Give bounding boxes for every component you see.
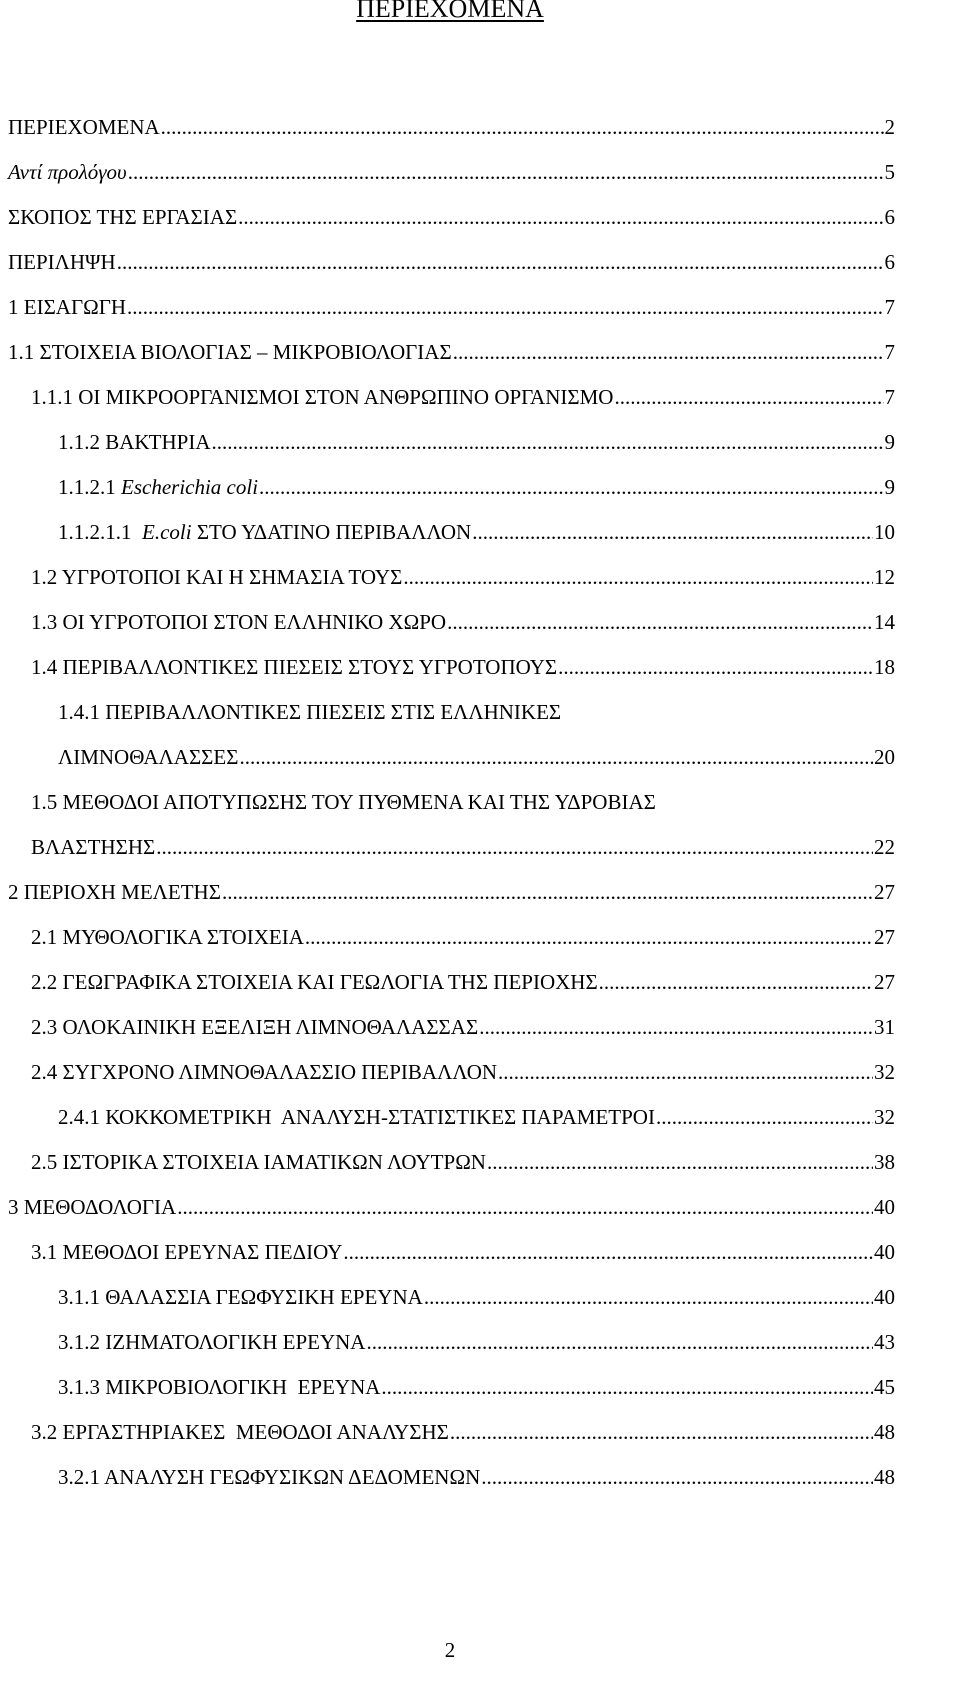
toc-entry-page: 27 xyxy=(874,970,895,994)
toc-entry-page: 2 xyxy=(884,115,895,139)
dot-leader xyxy=(424,1282,873,1312)
toc-entry-page: 48 xyxy=(874,1465,895,1489)
toc-entry-label: 2.4 ΣΥΓΧΡΟΝΟ ΛΙΜΝΟΘΑΛΑΣΣΙΟ ΠΕΡΙΒΑΛΛΟΝ xyxy=(31,1060,498,1084)
dot-leader xyxy=(381,1372,873,1402)
toc-entry-label-prefix: 1.1.2.1.1 xyxy=(58,520,142,544)
toc-entry-page: 18 xyxy=(874,655,895,679)
toc-entry-page: 7 xyxy=(884,385,895,409)
dot-leader xyxy=(450,1417,873,1447)
toc-entry[interactable] xyxy=(31,562,895,592)
dot-leader xyxy=(453,337,884,367)
dot-leader xyxy=(239,742,873,772)
toc-entry[interactable] xyxy=(31,652,895,682)
toc-entry-page: 9 xyxy=(884,475,895,499)
toc-entry-label: 2.4.1 ΚΟΚΚΟΜΕΤΡΙΚΗ ΑΝΑΛΥΣΗ-ΣΤΑΤΙΣΤΙΚΕΣ ΠΑΡΑΜΕΤΡΟΙ xyxy=(58,1105,655,1129)
toc-entry-label: 3.1 ΜΕΘΟΔΟΙ ΕΡΕΥΝΑΣ ΠΕΔΙΟΥ xyxy=(31,1240,343,1264)
toc-entry[interactable] xyxy=(31,1417,895,1447)
toc-entry-page: 10 xyxy=(874,520,895,544)
toc-entry-page: 27 xyxy=(874,880,895,904)
toc-entry-page: 43 xyxy=(874,1330,895,1354)
toc-entry-label: 1.1.2 ΒΑΚΤΗΡΙΑ xyxy=(58,430,211,454)
dot-leader xyxy=(117,247,884,277)
dot-leader xyxy=(656,1102,873,1132)
toc-entry-label: 3.1.2 ΙΖΗΜΑΤΟΛΟΓΙΚΗ ΕΡΕΥΝΑ xyxy=(58,1330,366,1354)
toc-entry-label: ΠΕΡΙΕΧΟΜΕΝΑ xyxy=(8,115,160,139)
toc-entry-label: 1.1 ΣΤΟΙΧΕΙΑ ΒΙΟΛΟΓΙΑΣ – ΜΙΚΡΟΒΙΟΛΟΓΙΑΣ xyxy=(8,340,452,364)
dot-leader xyxy=(222,877,873,907)
toc-entry[interactable] xyxy=(8,202,895,232)
toc-entry-label: ΠΕΡΙΛΗΨΗ xyxy=(8,250,116,274)
toc-entry-label: 1.4 ΠΕΡΙΒΑΛΛΟΝΤΙΚΕΣ ΠΙΕΣΕΙΣ ΣΤΟΥΣ ΥΓΡΟΤΟΠΟΥΣ xyxy=(31,655,558,679)
toc-entry-label: 3.2.1 ΑΝΑΛΥΣΗ ΓΕΩΦΥΣΙΚΩΝ ΔΕΔΟΜΕΝΩΝ xyxy=(58,1465,481,1489)
toc-entry-label: 2.2 ΓΕΩΓΡΑΦΙΚΑ ΣΤΟΙΧΕΙΑ ΚΑΙ ΓΕΩΛΟΓΙΑ ΤΗΣ ΠΕΡΙΟΧΗΣ xyxy=(31,970,598,994)
toc-entry[interactable] xyxy=(31,967,895,997)
toc-entry-first-line[interactable]: 1.4.1 ΠΕΡΙΒΑΛΛΟΝΤΙΚΕΣ ΠΙΕΣΕΙΣ ΣΤΙΣ ΕΛΛΗΝΙΚΕΣ xyxy=(58,700,562,724)
toc-entry-label: ΛΙΜΝΟΘΑΛΑΣΣΕΣ xyxy=(58,745,239,769)
toc-entry-label: 2.3 ΟΛΟΚΑΙΝΙΚΗ ΕΞΕΛΙΞΗ ΛΙΜΝΟΘΑΛΑΣΣΑΣ xyxy=(31,1015,479,1039)
toc-entry[interactable] xyxy=(8,337,895,367)
toc-entry[interactable] xyxy=(8,1192,895,1222)
dot-leader xyxy=(472,517,873,547)
toc-entry-label-italic: E.coli xyxy=(142,520,192,544)
toc-entry-label: 1 ΕΙΣΑΓΩΓΗ xyxy=(8,295,127,319)
dot-leader xyxy=(127,292,883,322)
dot-leader xyxy=(259,472,883,502)
toc-entry-page: 5 xyxy=(884,160,895,184)
toc-entry[interactable] xyxy=(58,1462,895,1492)
toc-entry-page: 22 xyxy=(874,835,895,859)
toc-entry-first-line[interactable]: 1.5 ΜΕΘΟΔΟΙ ΑΠΟΤΥΠΩΣΗΣ ΤΟΥ ΠΥΘΜΕΝΑ ΚΑΙ ΤΗΣ ΥΔΡΟΒΙΑΣ xyxy=(31,790,656,814)
toc-entry-label: 3.1.1 ΘΑΛΑΣΣΙΑ ΓΕΩΦΥΣΙΚΗ ΕΡΕΥΝΑ xyxy=(58,1285,423,1309)
toc-entry-page: 38 xyxy=(874,1150,895,1174)
toc-entry-page: 6 xyxy=(884,205,895,229)
toc-entry-label: 2.1 ΜΥΘΟΛΟΓΙΚΑ ΣΤΟΙΧΕΙΑ xyxy=(31,925,304,949)
dot-leader xyxy=(558,652,873,682)
toc-entry[interactable] xyxy=(58,1102,895,1132)
toc-entry-label-suffix: ΣΤΟ ΥΔΑΤΙΝΟ ΠΕΡΙΒΑΛΛΟΝ xyxy=(191,520,472,544)
page-title: ΠΕΡΙΕΧΟΜΕΝΑ xyxy=(356,0,544,23)
toc-entry[interactable] xyxy=(58,1327,895,1357)
toc-entry-label: 2.5 ΙΣΤΟΡΙΚΑ ΣΤΟΙΧΕΙΑ ΙΑΜΑΤΙΚΩΝ ΛΟΥΤΡΩΝ xyxy=(31,1150,486,1174)
toc-entry-label: 3 ΜΕΘΟΔΟΛΟΓΙΑ xyxy=(8,1195,177,1219)
toc-entry-page: 7 xyxy=(884,295,895,319)
toc-entry-page: 9 xyxy=(884,430,895,454)
toc-entry-page: 14 xyxy=(874,610,895,634)
toc-entry[interactable] xyxy=(31,607,895,637)
toc-entry-label xyxy=(58,472,258,502)
dot-leader xyxy=(343,1237,873,1267)
toc-entry-label: Αντί προλόγου xyxy=(8,160,127,184)
toc-entry[interactable] xyxy=(58,517,895,547)
dot-leader xyxy=(156,832,873,862)
dot-leader xyxy=(128,157,884,187)
dot-leader xyxy=(305,922,873,952)
toc-entry-label-italic: Escherichia coli xyxy=(121,475,259,499)
toc-entry-page: 40 xyxy=(874,1285,895,1309)
toc-entry[interactable] xyxy=(31,382,895,412)
toc-entry-label: ΣΚΟΠΟΣ ΤΗΣ ΕΡΓΑΣΙΑΣ xyxy=(8,205,238,229)
toc-entry[interactable] xyxy=(58,1372,895,1402)
dot-leader xyxy=(177,1192,873,1222)
toc-entry-page: 32 xyxy=(874,1060,895,1084)
toc-entry-page: 31 xyxy=(874,1015,895,1039)
toc-entry-label xyxy=(58,517,471,547)
toc-entry-page: 7 xyxy=(884,340,895,364)
dot-leader xyxy=(481,1462,873,1492)
dot-leader xyxy=(212,427,884,457)
dot-leader xyxy=(161,112,884,142)
dot-leader xyxy=(599,967,873,997)
dot-leader xyxy=(366,1327,873,1357)
toc-entry-page: 12 xyxy=(874,565,895,589)
toc-entry[interactable] xyxy=(31,1147,895,1177)
toc-entry-label: 1.2 ΥΓΡΟΤΟΠΟΙ ΚΑΙ Η ΣΗΜΑΣΙΑ ΤΟΥΣ xyxy=(31,565,403,589)
toc-entry-label: 3.1.3 ΜΙΚΡΟΒΙΟΛΟΓΙΚΗ ΕΡΕΥΝΑ xyxy=(58,1375,381,1399)
toc-entry-page: 32 xyxy=(874,1105,895,1129)
toc-entry[interactable] xyxy=(31,922,895,952)
toc-entry[interactable] xyxy=(31,1012,895,1042)
toc-entry-page: 6 xyxy=(884,250,895,274)
toc-entry[interactable] xyxy=(31,1237,895,1267)
toc-entry[interactable] xyxy=(58,742,895,772)
toc-entry[interactable] xyxy=(58,1282,895,1312)
toc-entry-label: 2 ΠΕΡΙΟΧΗ ΜΕΛΕΤΗΣ xyxy=(8,880,221,904)
dot-leader xyxy=(447,607,873,637)
toc-entry-label: 1.1.1 ΟΙ ΜΙΚΡΟΟΡΓΑΝΙΣΜΟΙ ΣΤΟΝ ΑΝΘΡΩΠΙΝΟ ΟΡΓΑΝΙΣΜΟ xyxy=(31,385,614,409)
toc-entry-label: 1.3 ΟΙ ΥΓΡΟΤΟΠΟΙ ΣΤΟΝ ΕΛΛΗΝΙΚΟ ΧΩΡΟ xyxy=(31,610,447,634)
page-number: 2 xyxy=(444,1638,456,1662)
toc-entry-page: 40 xyxy=(874,1240,895,1264)
toc-entry-page: 20 xyxy=(874,745,895,769)
toc-entry[interactable] xyxy=(58,472,895,502)
dot-leader xyxy=(614,382,883,412)
dot-leader xyxy=(498,1057,873,1087)
toc-entry-page: 48 xyxy=(874,1420,895,1444)
toc-entry-label: ΒΛΑΣΤΗΣΗΣ xyxy=(31,835,156,859)
toc-entry[interactable] xyxy=(8,877,895,907)
toc-entry-page: 45 xyxy=(874,1375,895,1399)
dot-leader xyxy=(487,1147,873,1177)
dot-leader xyxy=(479,1012,873,1042)
toc-entry[interactable] xyxy=(31,832,895,862)
dot-leader xyxy=(238,202,883,232)
toc-entry-label-prefix: 1.1.2.1 xyxy=(58,475,121,499)
toc-entry[interactable] xyxy=(8,247,895,277)
toc-entry[interactable] xyxy=(31,1057,895,1087)
dot-leader xyxy=(403,562,873,592)
toc-entry[interactable] xyxy=(8,292,895,322)
toc-entry-page: 27 xyxy=(874,925,895,949)
toc-entry[interactable] xyxy=(8,157,895,187)
toc-entry[interactable] xyxy=(58,427,895,457)
toc-entry-page: 40 xyxy=(874,1195,895,1219)
toc-entry-label: 3.2 ΕΡΓΑΣΤΗΡΙΑΚΕΣ ΜΕΘΟΔΟΙ ΑΝΑΛΥΣΗΣ xyxy=(31,1420,449,1444)
toc-entry[interactable] xyxy=(8,112,895,142)
